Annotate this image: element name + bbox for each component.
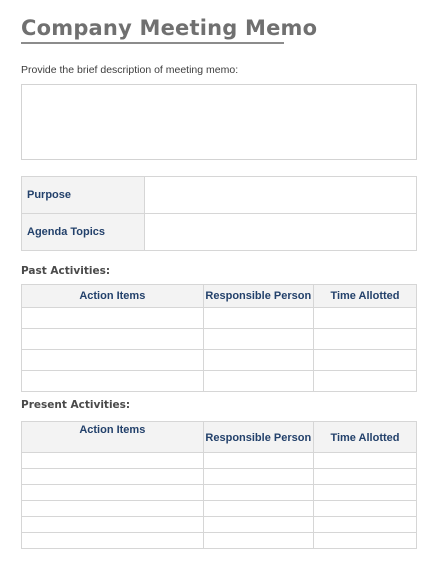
present-col-time-allotted: Time Allotted xyxy=(313,422,416,453)
past-col-responsible-person: Responsible Person xyxy=(203,285,313,308)
table-row xyxy=(22,371,417,392)
past-cell[interactable] xyxy=(313,308,416,329)
past-cell[interactable] xyxy=(203,329,313,350)
purpose-label: Purpose xyxy=(22,177,145,214)
present-cell[interactable] xyxy=(203,469,313,485)
present-cell[interactable] xyxy=(313,517,416,533)
table-row xyxy=(22,501,417,517)
present-cell[interactable] xyxy=(313,533,416,549)
past-col-action-items: Action Items xyxy=(22,285,204,308)
present-cell[interactable] xyxy=(22,501,204,517)
past-cell[interactable] xyxy=(203,371,313,392)
present-activities-table xyxy=(21,421,417,549)
present-header-row xyxy=(22,422,417,453)
past-cell[interactable] xyxy=(313,350,416,371)
present-cell[interactable] xyxy=(203,517,313,533)
present-cell[interactable] xyxy=(203,453,313,469)
agenda-topics-row xyxy=(22,214,417,251)
memo-title: Company Meeting Memo xyxy=(21,16,318,40)
present-cell[interactable] xyxy=(203,533,313,549)
past-cell[interactable] xyxy=(203,350,313,371)
past-cell[interactable] xyxy=(22,329,204,350)
past-cell[interactable] xyxy=(313,371,416,392)
purpose-field[interactable] xyxy=(145,177,417,214)
past-activities-table xyxy=(21,284,417,392)
past-activities-heading: Past Activities: xyxy=(21,265,111,277)
description-prompt: Provide the brief description of meeting memo: xyxy=(21,64,239,76)
table-row xyxy=(22,308,417,329)
table-row xyxy=(22,485,417,501)
present-col-action-items: Action Items xyxy=(22,422,204,453)
past-cell[interactable] xyxy=(313,329,416,350)
table-row xyxy=(22,533,417,549)
past-cell[interactable] xyxy=(22,350,204,371)
present-cell[interactable] xyxy=(203,485,313,501)
title-underline xyxy=(21,42,284,44)
table-row xyxy=(22,350,417,371)
past-cell[interactable] xyxy=(203,308,313,329)
past-cell[interactable] xyxy=(22,371,204,392)
past-col-time-allotted: Time Allotted xyxy=(313,285,416,308)
present-activities-heading: Present Activities: xyxy=(21,399,131,411)
details-table xyxy=(21,176,417,251)
present-cell[interactable] xyxy=(313,469,416,485)
past-cell[interactable] xyxy=(22,308,204,329)
present-col-responsible-person: Responsible Person xyxy=(203,422,313,453)
present-cell[interactable] xyxy=(203,501,313,517)
description-box[interactable] xyxy=(21,84,417,160)
present-cell[interactable] xyxy=(22,517,204,533)
table-row xyxy=(22,329,417,350)
agenda-topics-field[interactable] xyxy=(145,214,417,251)
present-cell[interactable] xyxy=(22,533,204,549)
purpose-row xyxy=(22,177,417,214)
present-cell[interactable] xyxy=(313,453,416,469)
past-header-row xyxy=(22,285,417,308)
present-cell[interactable] xyxy=(22,469,204,485)
present-cell[interactable] xyxy=(22,453,204,469)
present-cell[interactable] xyxy=(313,501,416,517)
agenda-topics-label: Agenda Topics xyxy=(22,214,145,251)
table-row xyxy=(22,469,417,485)
present-cell[interactable] xyxy=(22,485,204,501)
table-row xyxy=(22,453,417,469)
present-cell[interactable] xyxy=(313,485,416,501)
table-row xyxy=(22,517,417,533)
